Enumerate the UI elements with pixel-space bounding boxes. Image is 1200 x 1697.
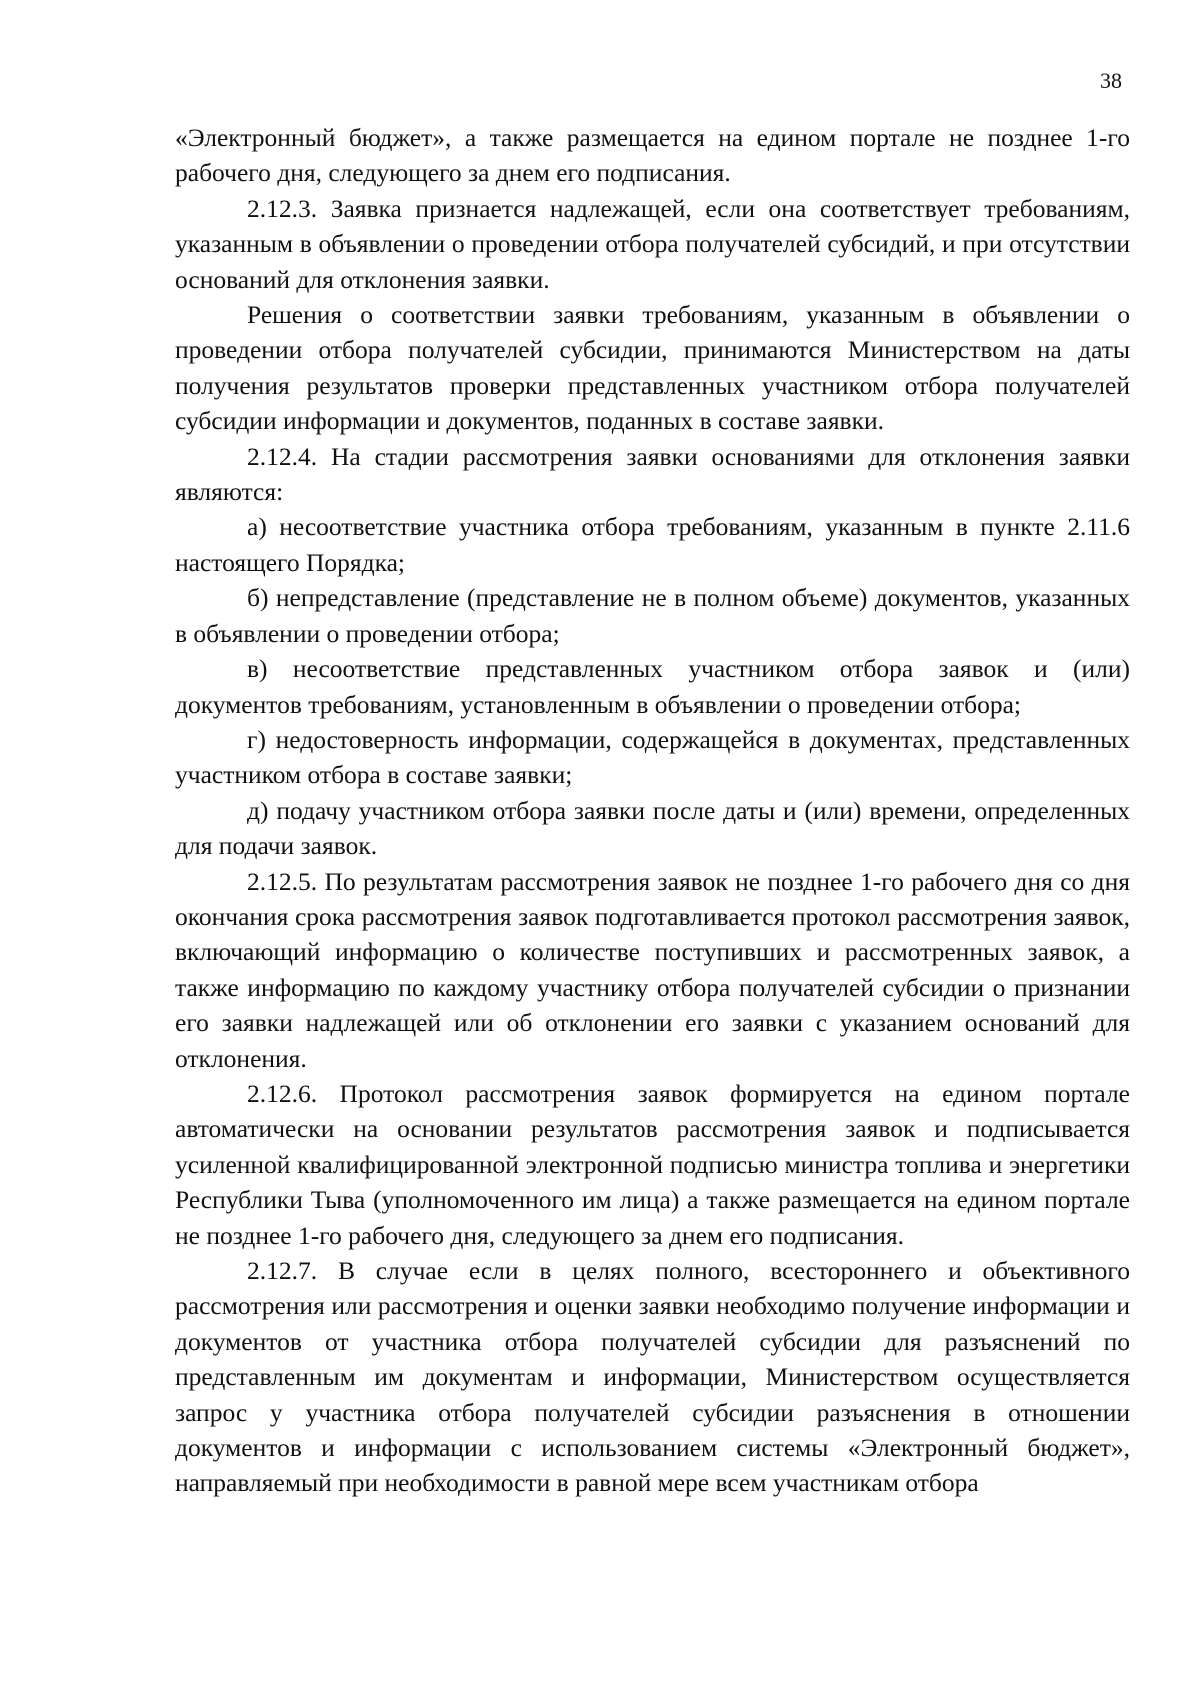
list-item-b: б) непредставление (представление не в полном объеме) документов, указанных в объявлении о проведении отбора; bbox=[175, 583, 1130, 648]
list-item-g: г) недостоверность информации, содержащейся в документах, представленных участником отбора в составе заявки; bbox=[175, 724, 1130, 790]
paragraph-2-12-5: 2.12.5. По результатам рассмотрения заявок не позднее 1-го рабочего дня со дня окончания срока рассмотрения заявок подготавливается протокол рассмотрения заявок, включающий информацию о количестве поступивших и рассмотренных заявок, а также информацию по каждому участнику отбора получателей субсидии о признании его заявки надлежащей или об отклонении его заявки с указанием оснований для отклонения. bbox=[175, 866, 1130, 1073]
paragraph-2-12-6: 2.12.6. Протокол рассмотрения заявок формируется на едином портале автоматически на основании результатов рассмотрения заявок и подписывается усиленной квалифицированной электронной подписью министра топлива и энергетики Республики Тыва (уполномоченного им лица) а также размещается на едином портале не позднее 1-го рабочего дня, следующего за днем его подписания. bbox=[175, 1078, 1130, 1250]
paragraph-decisions: Решения о соответствии заявки требованиям, указанным в объявлении о проведении отбора получателей субсидии, принимаются Министерством на даты получения результатов проверки представленных участником отбора получателей субсидии информации и документов, поданных в составе заявки. bbox=[175, 300, 1130, 436]
list-item-d: д) подачу участником отбора заявки после даты и (или) времени, определенных для подачи заявок. bbox=[175, 795, 1130, 861]
paragraph-2-12-7: 2.12.7. В случае если в целях полного, всестороннего и объективного рассмотрения или рассмотрения и оценки заявки необходимо получение информации и документов от участника отбора получателей субсидии для разъяснений по представленным им документам и информации, Министерством осуществляется запрос у участника отбора получателей субсидии разъяснения в отношении документов и информации с использованием системы «Электронный бюджет», направляемый при необходимости в равной мере всем участникам отбора bbox=[175, 1256, 1130, 1498]
list-item-a: а) несоответствие участника отбора требованиям, указанным в пункте 2.11.6 настоящего Порядка; bbox=[175, 512, 1130, 577]
list-item-v: в) несоответствие представленных участником отбора заявок и (или) документов требованиям, установленным в объявлении о проведении отбора; bbox=[175, 654, 1130, 719]
paragraph-2-12-4: 2.12.4. На стадии рассмотрения заявки основаниями для отклонения заявки являются: bbox=[175, 441, 1130, 507]
document-body bbox=[175, 120, 1130, 1501]
paragraph-continuation: «Электронный бюджет», а также размещается на едином портале не позднее 1-го рабочего дня, следующего за днем его подписания. bbox=[175, 123, 1130, 188]
paragraph-2-12-3: 2.12.3. Заявка признается надлежащей, если она соответствует требованиям, указанным в объявлении о проведении отбора получателей субсидий, и при отсутствии оснований для отклонения заявки. bbox=[175, 193, 1130, 294]
page-number: 38 bbox=[1100, 68, 1122, 93]
